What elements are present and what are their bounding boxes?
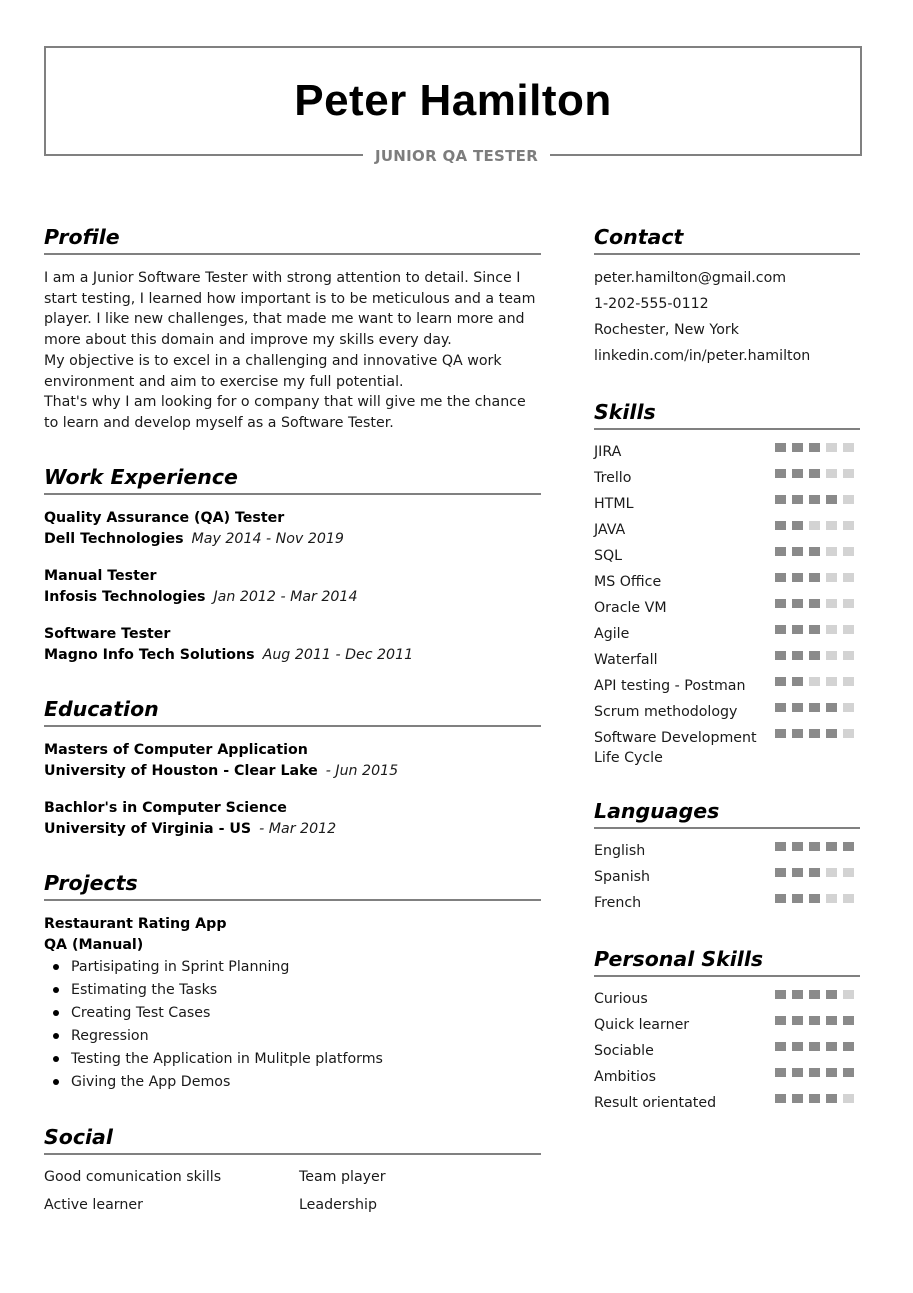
rating-label: Quick learner bbox=[594, 1017, 690, 1033]
rating-square-filled bbox=[809, 599, 820, 608]
rating-square-empty bbox=[826, 547, 837, 556]
work-org: Magno Info Tech Solutions bbox=[44, 646, 255, 663]
rating-square-empty bbox=[826, 894, 837, 903]
rating-square-empty bbox=[843, 729, 854, 738]
personal-skills-list bbox=[594, 986, 860, 1116]
project-name: Restaurant Rating App bbox=[44, 915, 227, 932]
rating-square-filled bbox=[809, 651, 820, 660]
projects-section bbox=[44, 870, 541, 1094]
rating-meter bbox=[775, 699, 854, 712]
rating-square-filled bbox=[792, 547, 803, 556]
rating-square-filled bbox=[826, 703, 837, 712]
rating-square-filled bbox=[792, 1042, 803, 1051]
rating-square-filled bbox=[775, 1068, 786, 1077]
rating-meter bbox=[775, 838, 854, 851]
rating-square-filled bbox=[775, 729, 786, 738]
rating-square-empty bbox=[843, 894, 854, 903]
rating-meter bbox=[775, 890, 854, 903]
rating-square-empty bbox=[826, 868, 837, 877]
rating-square-filled bbox=[775, 842, 786, 851]
work-org-line bbox=[44, 587, 541, 608]
rating-square-empty bbox=[826, 443, 837, 452]
rating-square-filled bbox=[809, 625, 820, 634]
rating-square-empty bbox=[843, 625, 854, 634]
rating-square-empty bbox=[809, 521, 820, 530]
project-item bbox=[44, 914, 541, 1094]
work-item bbox=[44, 508, 541, 550]
rating-meter bbox=[775, 517, 854, 530]
contact-phone: 1-202-555-0112 bbox=[594, 296, 709, 312]
rating-meter bbox=[775, 647, 854, 660]
education-item bbox=[44, 740, 541, 782]
rating-square-filled bbox=[792, 1016, 803, 1025]
rating-meter bbox=[775, 986, 854, 999]
rating-row bbox=[594, 1090, 860, 1116]
rating-square-filled bbox=[775, 894, 786, 903]
rating-square-filled bbox=[826, 1042, 837, 1051]
rating-square-filled bbox=[792, 1068, 803, 1077]
social-item: Good comunication skills bbox=[44, 1168, 222, 1185]
work-org: Dell Technologies bbox=[44, 530, 184, 547]
rating-square-filled bbox=[809, 1016, 820, 1025]
rating-row bbox=[594, 621, 860, 647]
profile-section bbox=[44, 224, 541, 434]
rating-label: HTML bbox=[594, 496, 634, 512]
profile-text bbox=[44, 268, 541, 434]
project-bullet: Regression bbox=[44, 1025, 541, 1048]
rating-square-empty bbox=[843, 469, 854, 478]
languages-heading: Languages bbox=[594, 798, 860, 829]
rating-square-filled bbox=[775, 625, 786, 634]
rating-square-filled bbox=[809, 547, 820, 556]
projects-heading: Projects bbox=[44, 870, 541, 901]
rating-row bbox=[594, 569, 860, 595]
rating-label: Scrum methodology bbox=[594, 704, 738, 720]
rating-square-filled bbox=[826, 842, 837, 851]
rating-square-filled bbox=[775, 677, 786, 686]
rating-square-filled bbox=[792, 1094, 803, 1103]
rating-square-filled bbox=[792, 521, 803, 530]
job-title: JUNIOR QA TESTER bbox=[363, 147, 550, 165]
work-role: Software Tester bbox=[44, 625, 171, 642]
rating-label: MS Office bbox=[594, 574, 662, 590]
rating-square-filled bbox=[809, 868, 820, 877]
rating-square-filled bbox=[826, 1068, 837, 1077]
work-item bbox=[44, 624, 541, 666]
rating-label: Sociable bbox=[594, 1043, 654, 1059]
profile-paragraph: My objective is to excel in a challenging and innovative QA work environment and aim to exercise my full potential. bbox=[44, 352, 502, 390]
work-date: May 2014 - Nov 2019 bbox=[191, 530, 344, 547]
rating-square-filled bbox=[826, 729, 837, 738]
rating-square-filled bbox=[792, 868, 803, 877]
rating-meter bbox=[775, 491, 854, 504]
rating-square-filled bbox=[826, 1094, 837, 1103]
rating-label: Oracle VM bbox=[594, 600, 667, 616]
rating-square-filled bbox=[775, 1016, 786, 1025]
rating-square-filled bbox=[792, 677, 803, 686]
rating-square-filled bbox=[792, 703, 803, 712]
project-bullet-list bbox=[44, 956, 541, 1094]
rating-meter bbox=[775, 673, 854, 686]
rating-label: Waterfall bbox=[594, 652, 658, 668]
contact-section bbox=[594, 224, 860, 369]
work-org-line bbox=[44, 529, 541, 550]
rating-square-empty bbox=[843, 495, 854, 504]
left-column bbox=[44, 224, 541, 1245]
rating-meter bbox=[775, 465, 854, 478]
rating-square-filled bbox=[775, 651, 786, 660]
contact-linkedin: linkedin.com/in/peter.hamilton bbox=[594, 348, 811, 364]
rating-meter bbox=[775, 725, 854, 738]
rating-square-filled bbox=[809, 1042, 820, 1051]
rating-square-filled bbox=[792, 495, 803, 504]
rating-square-filled bbox=[809, 894, 820, 903]
rating-row bbox=[594, 517, 860, 543]
rating-square-filled bbox=[792, 573, 803, 582]
rating-square-filled bbox=[809, 703, 820, 712]
rating-meter bbox=[775, 1064, 854, 1077]
work-org-line bbox=[44, 645, 541, 666]
profile-paragraph: I am a Junior Software Tester with strong attention to detail. Since I start testing, I learned how important is to be meticulous and a team player. I like new challenges, that made me want to learn more and more about this domain and improve my skills every day. bbox=[44, 270, 536, 349]
rating-square-empty bbox=[843, 547, 854, 556]
rating-row bbox=[594, 673, 860, 699]
rating-square-filled bbox=[792, 894, 803, 903]
contact-list bbox=[594, 265, 860, 369]
rating-square-filled bbox=[792, 443, 803, 452]
rating-square-filled bbox=[775, 868, 786, 877]
personal-skills-section bbox=[594, 946, 860, 1116]
rating-square-empty bbox=[843, 677, 854, 686]
skills-heading: Skills bbox=[594, 399, 860, 430]
profile-heading: Profile bbox=[44, 224, 541, 255]
project-bullet: Testing the Application in Mulitple platforms bbox=[44, 1048, 541, 1071]
rating-square-filled bbox=[775, 573, 786, 582]
rating-square-filled bbox=[792, 599, 803, 608]
rating-square-empty bbox=[826, 469, 837, 478]
education-date: - Mar 2012 bbox=[259, 820, 337, 837]
rating-square-empty bbox=[843, 443, 854, 452]
education-section bbox=[44, 696, 541, 840]
rating-square-empty bbox=[826, 651, 837, 660]
rating-square-empty bbox=[843, 990, 854, 999]
education-item bbox=[44, 798, 541, 840]
rating-square-empty bbox=[843, 521, 854, 530]
rating-square-filled bbox=[792, 842, 803, 851]
education-school-line bbox=[44, 819, 541, 840]
rating-square-filled bbox=[826, 990, 837, 999]
rating-square-filled bbox=[792, 729, 803, 738]
social-section bbox=[44, 1124, 541, 1215]
education-school-line bbox=[44, 761, 541, 782]
rating-meter bbox=[775, 543, 854, 556]
rating-row bbox=[594, 838, 860, 864]
rating-row bbox=[594, 699, 860, 725]
contact-heading: Contact bbox=[594, 224, 860, 255]
rating-square-filled bbox=[775, 521, 786, 530]
rating-square-filled bbox=[792, 625, 803, 634]
rating-square-filled bbox=[775, 1094, 786, 1103]
rating-label: Ambitios bbox=[594, 1069, 657, 1085]
rating-label: Curious bbox=[594, 991, 648, 1007]
education-degree: Masters of Computer Application bbox=[44, 741, 308, 758]
work-role: Quality Assurance (QA) Tester bbox=[44, 509, 285, 526]
languages-section bbox=[594, 798, 860, 916]
social-item: Leadership bbox=[299, 1196, 377, 1213]
job-title-wrap bbox=[0, 146, 913, 165]
rating-row bbox=[594, 1012, 860, 1038]
rating-label: Trello bbox=[594, 470, 632, 486]
project-bullet: Partisipating in Sprint Planning bbox=[44, 956, 541, 979]
rating-square-filled bbox=[775, 547, 786, 556]
rating-square-filled bbox=[809, 990, 820, 999]
rating-meter bbox=[775, 1038, 854, 1051]
work-date: Jan 2012 - Mar 2014 bbox=[213, 588, 358, 605]
rating-square-filled bbox=[826, 1016, 837, 1025]
education-degree: Bachlor's in Computer Science bbox=[44, 799, 287, 816]
rating-square-filled bbox=[809, 729, 820, 738]
rating-square-filled bbox=[809, 573, 820, 582]
work-date: Aug 2011 - Dec 2011 bbox=[262, 646, 414, 663]
rating-square-empty bbox=[843, 651, 854, 660]
rating-square-filled bbox=[792, 651, 803, 660]
rating-row bbox=[594, 725, 860, 768]
rating-row bbox=[594, 647, 860, 673]
project-bullet: Estimating the Tasks bbox=[44, 979, 541, 1002]
rating-row bbox=[594, 890, 860, 916]
rating-label: API testing - Postman bbox=[594, 678, 746, 694]
rating-square-empty bbox=[826, 677, 837, 686]
rating-square-filled bbox=[775, 703, 786, 712]
rating-label: JIRA bbox=[594, 444, 622, 460]
rating-row bbox=[594, 864, 860, 890]
rating-square-filled bbox=[843, 1042, 854, 1051]
rating-square-filled bbox=[792, 990, 803, 999]
rating-square-filled bbox=[809, 469, 820, 478]
rating-label: JAVA bbox=[594, 522, 626, 538]
social-grid bbox=[44, 1167, 541, 1215]
rating-square-filled bbox=[792, 469, 803, 478]
education-school: University of Virginia - US bbox=[44, 820, 252, 837]
rating-square-empty bbox=[843, 573, 854, 582]
rating-label: English bbox=[594, 843, 646, 859]
rating-square-empty bbox=[826, 599, 837, 608]
rating-row bbox=[594, 595, 860, 621]
rating-square-empty bbox=[843, 599, 854, 608]
rating-row bbox=[594, 543, 860, 569]
rating-square-filled bbox=[775, 469, 786, 478]
right-column bbox=[594, 224, 860, 1146]
skills-section bbox=[594, 399, 860, 768]
rating-row bbox=[594, 986, 860, 1012]
rating-meter bbox=[775, 1090, 854, 1103]
profile-paragraph: That's why I am looking for o company that will give me the chance to learn and develop myself as a Software Tester. bbox=[44, 394, 526, 431]
rating-row bbox=[594, 465, 860, 491]
rating-square-empty bbox=[843, 1094, 854, 1103]
rating-square-filled bbox=[775, 990, 786, 999]
rating-label: Agile bbox=[594, 626, 630, 642]
contact-email: peter.hamilton@gmail.com bbox=[594, 270, 787, 286]
rating-square-filled bbox=[809, 495, 820, 504]
project-bullet: Creating Test Cases bbox=[44, 1002, 541, 1025]
rating-square-empty bbox=[826, 573, 837, 582]
candidate-name: Peter Hamilton bbox=[294, 76, 612, 125]
rating-square-empty bbox=[826, 521, 837, 530]
work-item bbox=[44, 566, 541, 608]
rating-square-empty bbox=[843, 703, 854, 712]
rating-meter bbox=[775, 621, 854, 634]
rating-square-filled bbox=[775, 599, 786, 608]
work-role: Manual Tester bbox=[44, 567, 157, 584]
rating-square-filled bbox=[775, 443, 786, 452]
social-heading: Social bbox=[44, 1124, 541, 1155]
education-school: University of Houston - Clear Lake bbox=[44, 762, 318, 779]
rating-label: SQL bbox=[594, 548, 623, 564]
rating-square-empty bbox=[843, 868, 854, 877]
rating-meter bbox=[775, 864, 854, 877]
rating-square-empty bbox=[826, 625, 837, 634]
rating-label: Result orientated bbox=[594, 1095, 717, 1111]
rating-meter bbox=[775, 439, 854, 452]
work-heading: Work Experience bbox=[44, 464, 541, 495]
rating-label: French bbox=[594, 895, 642, 911]
rating-square-filled bbox=[775, 1042, 786, 1051]
personal-skills-heading: Personal Skills bbox=[594, 946, 860, 977]
rating-square-filled bbox=[809, 842, 820, 851]
rating-square-filled bbox=[843, 1068, 854, 1077]
rating-meter bbox=[775, 595, 854, 608]
rating-row bbox=[594, 1064, 860, 1090]
rating-meter bbox=[775, 1012, 854, 1025]
rating-meter bbox=[775, 569, 854, 582]
rating-square-filled bbox=[843, 842, 854, 851]
skills-list bbox=[594, 439, 860, 768]
rating-label: Software Development Life Cycle bbox=[594, 730, 757, 766]
rating-square-filled bbox=[775, 495, 786, 504]
work-section bbox=[44, 464, 541, 666]
contact-location: Rochester, New York bbox=[594, 322, 739, 338]
rating-square-empty bbox=[809, 677, 820, 686]
project-role: QA (Manual) bbox=[44, 936, 144, 953]
rating-square-filled bbox=[809, 1094, 820, 1103]
languages-list bbox=[594, 838, 860, 916]
education-date: - Jun 2015 bbox=[325, 762, 399, 779]
rating-square-filled bbox=[826, 495, 837, 504]
work-org: Infosis Technologies bbox=[44, 588, 206, 605]
rating-label: Spanish bbox=[594, 869, 651, 885]
header-box bbox=[44, 46, 862, 156]
rating-row bbox=[594, 439, 860, 465]
rating-square-filled bbox=[809, 443, 820, 452]
education-heading: Education bbox=[44, 696, 541, 727]
social-item: Active learner bbox=[44, 1196, 143, 1213]
rating-square-filled bbox=[843, 1016, 854, 1025]
social-item: Team player bbox=[299, 1168, 386, 1185]
rating-row bbox=[594, 491, 860, 517]
project-bullet: Giving the App Demos bbox=[44, 1071, 541, 1094]
rating-square-filled bbox=[809, 1068, 820, 1077]
rating-row bbox=[594, 1038, 860, 1064]
